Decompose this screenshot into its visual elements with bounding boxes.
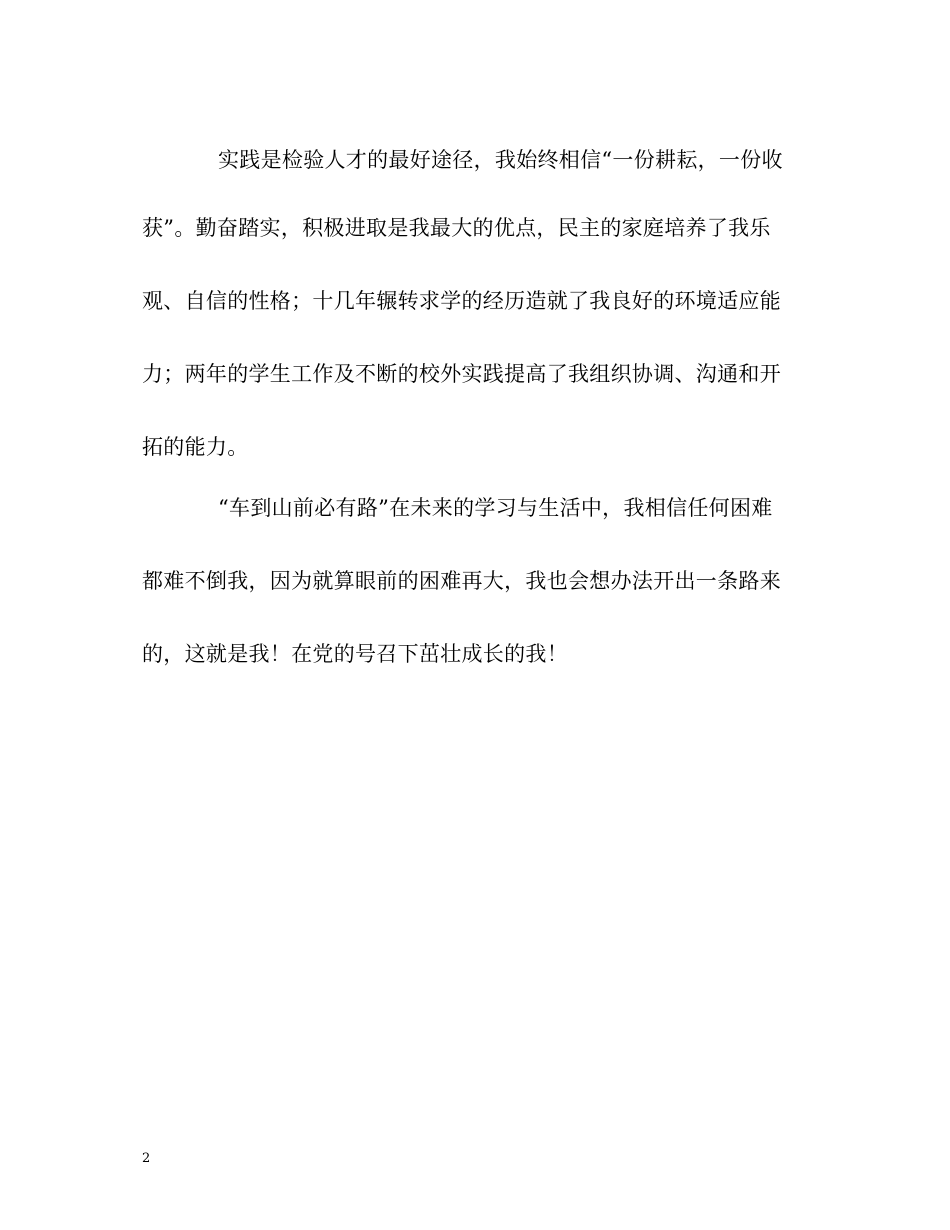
paragraph-2-line-1: “车到山前必有路”在未来的学习与生活中，我相信任何困难 [218, 496, 773, 520]
paragraph-1-line-1: 实践是检验人才的最好途径，我始终相信“一份耕耘，一份收 [218, 148, 783, 172]
paragraph-2-line-3: 的，这就是我！在党的号召下茁壮成长的我！ [142, 642, 568, 666]
paragraph-1-line-2: 获”。勤奋踏实，积极进取是我最大的优点，民主的家庭培养了我乐 [142, 216, 771, 240]
paragraph-1-line-3: 观、自信的性格；十几年辗转求学的经历造就了我良好的环境适应能 [142, 289, 781, 313]
page-number: 2 [142, 1151, 151, 1166]
paragraph-1-line-5: 拓的能力。 [142, 435, 249, 459]
paragraph-1-line-4: 力；两年的学生工作及不断的校外实践提高了我组织协调、沟通和开 [142, 362, 781, 386]
paragraph-2-line-2: 都难不倒我，因为就算眼前的困难再大，我也会想办法开出一条路来 [142, 569, 781, 593]
